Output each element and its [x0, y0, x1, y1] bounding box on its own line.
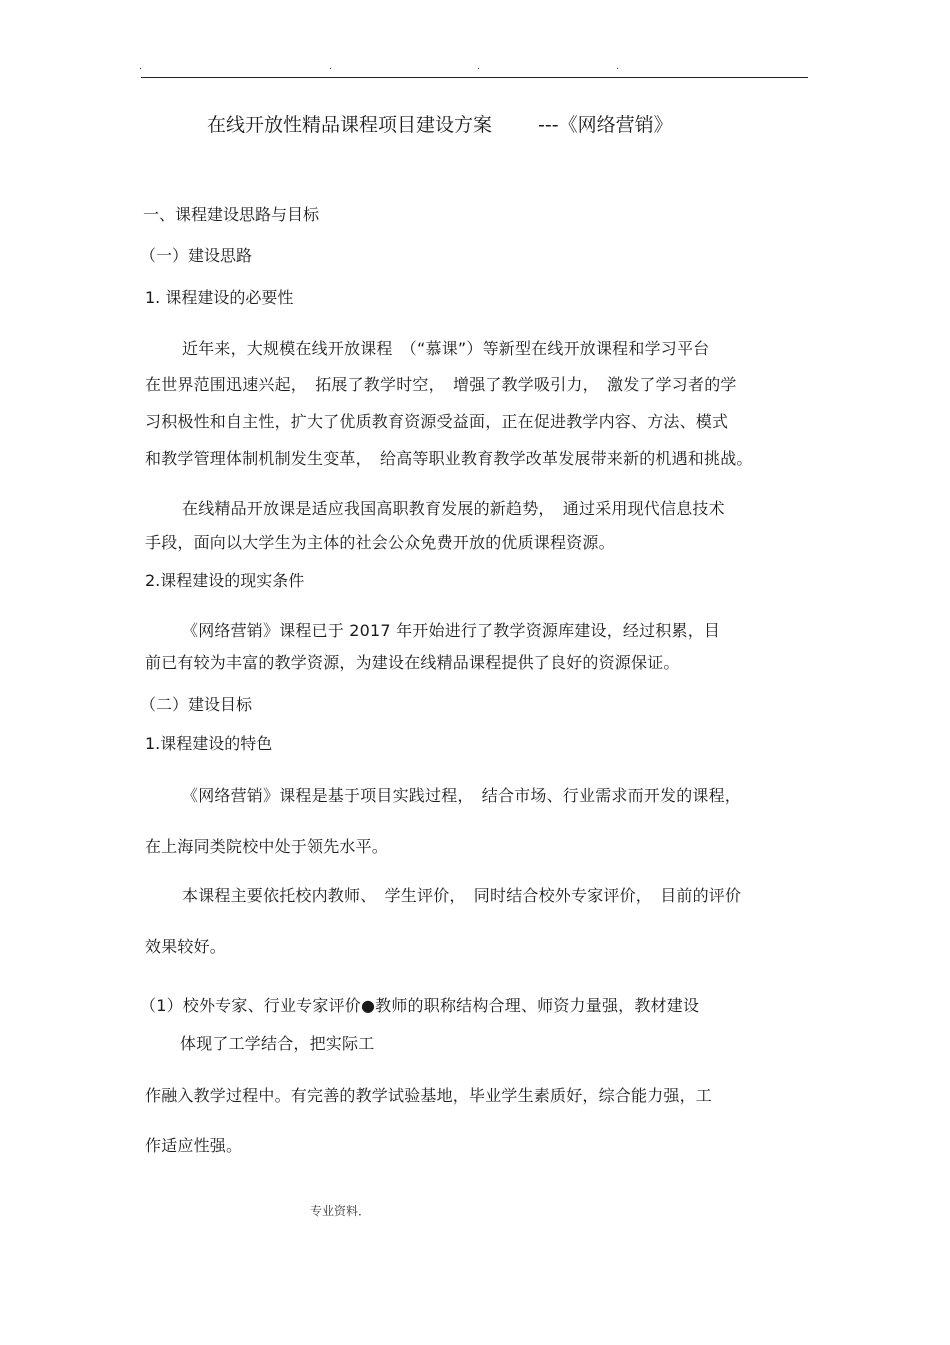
- paragraph-line: 效果较好。: [145, 937, 227, 956]
- paragraph-line: 近年来，大规模在线开放课程 （“慕课”）等新型在线开放课程和学习平台: [182, 339, 710, 358]
- page-title: [207, 112, 673, 138]
- header-dot: .: [139, 61, 143, 72]
- page-title-subtitle: ---《网络营销》: [538, 114, 673, 136]
- paragraph-line: 《网络营销》课程已于 2017 年开始进行了教学资源库建设，经过积累，目: [182, 621, 721, 640]
- paragraph-line: 《网络营销》课程是基于项目实践过程， 结合市场、行业需求而开发的课程，: [182, 786, 742, 805]
- paragraph-line: 本课程主要依托校内教师、 学生评价， 同时结合校外专家评价， 目前的评价: [182, 886, 742, 905]
- paragraph-line: 体现了工学结合，把实际工: [180, 1034, 375, 1053]
- page-title-main: 在线开放性精品课程项目建设方案: [207, 114, 493, 136]
- paragraph-line: 在上海同类院校中处于领先水平。: [145, 837, 389, 856]
- paragraph-line: 手段，面向以大学生为主体的社会公众免费开放的优质课程资源。: [145, 533, 615, 552]
- item-heading: 1. 课程建设的必要性: [145, 288, 294, 307]
- page-footer: 专业资料．: [310, 1204, 371, 1218]
- paragraph-line: 习积极性和自主性，扩大了优质教育资源受益面，正在促进教学内容、方法、模式: [145, 412, 729, 431]
- paragraph-line: 在线精品开放课是适应我国高职教育发展的新趋势， 通过采用现代信息技术: [182, 499, 725, 518]
- paragraph-line: 在世界范围迅速兴起， 拓展了教学时空， 增强了教学吸引力， 激发了学习者的学: [145, 375, 737, 394]
- subsection-heading: （二）建设目标: [140, 695, 253, 714]
- paragraph-line: 作融入教学过程中。有完善的教学试验基地，毕业学生素质好，综合能力强，工: [145, 1086, 713, 1105]
- header-dot: .: [616, 61, 620, 72]
- subsection-heading: （一）建设思路: [140, 246, 253, 265]
- list-item: （1）校外专家、行业专家评价●教师的职称结构合理、师资力量强，教材建设: [140, 996, 700, 1015]
- item-heading: 2.课程建设的现实条件: [145, 571, 305, 590]
- header-dot: .: [329, 61, 333, 72]
- header-dot: .: [477, 61, 481, 72]
- paragraph-line: 和教学管理体制机制发生变革， 给高等职业教育教学改革发展带来新的机遇和挑战。: [145, 449, 753, 468]
- section-heading: 一、课程建设思路与目标: [143, 205, 320, 224]
- paragraph-line: 作适应性强。: [145, 1136, 243, 1155]
- header-rule: [141, 77, 808, 78]
- paragraph-line: 前已有较为丰富的教学资源，为建设在线精品课程提供了良好的资源保证。: [145, 653, 680, 672]
- item-heading: 1.课程建设的特色: [145, 734, 273, 753]
